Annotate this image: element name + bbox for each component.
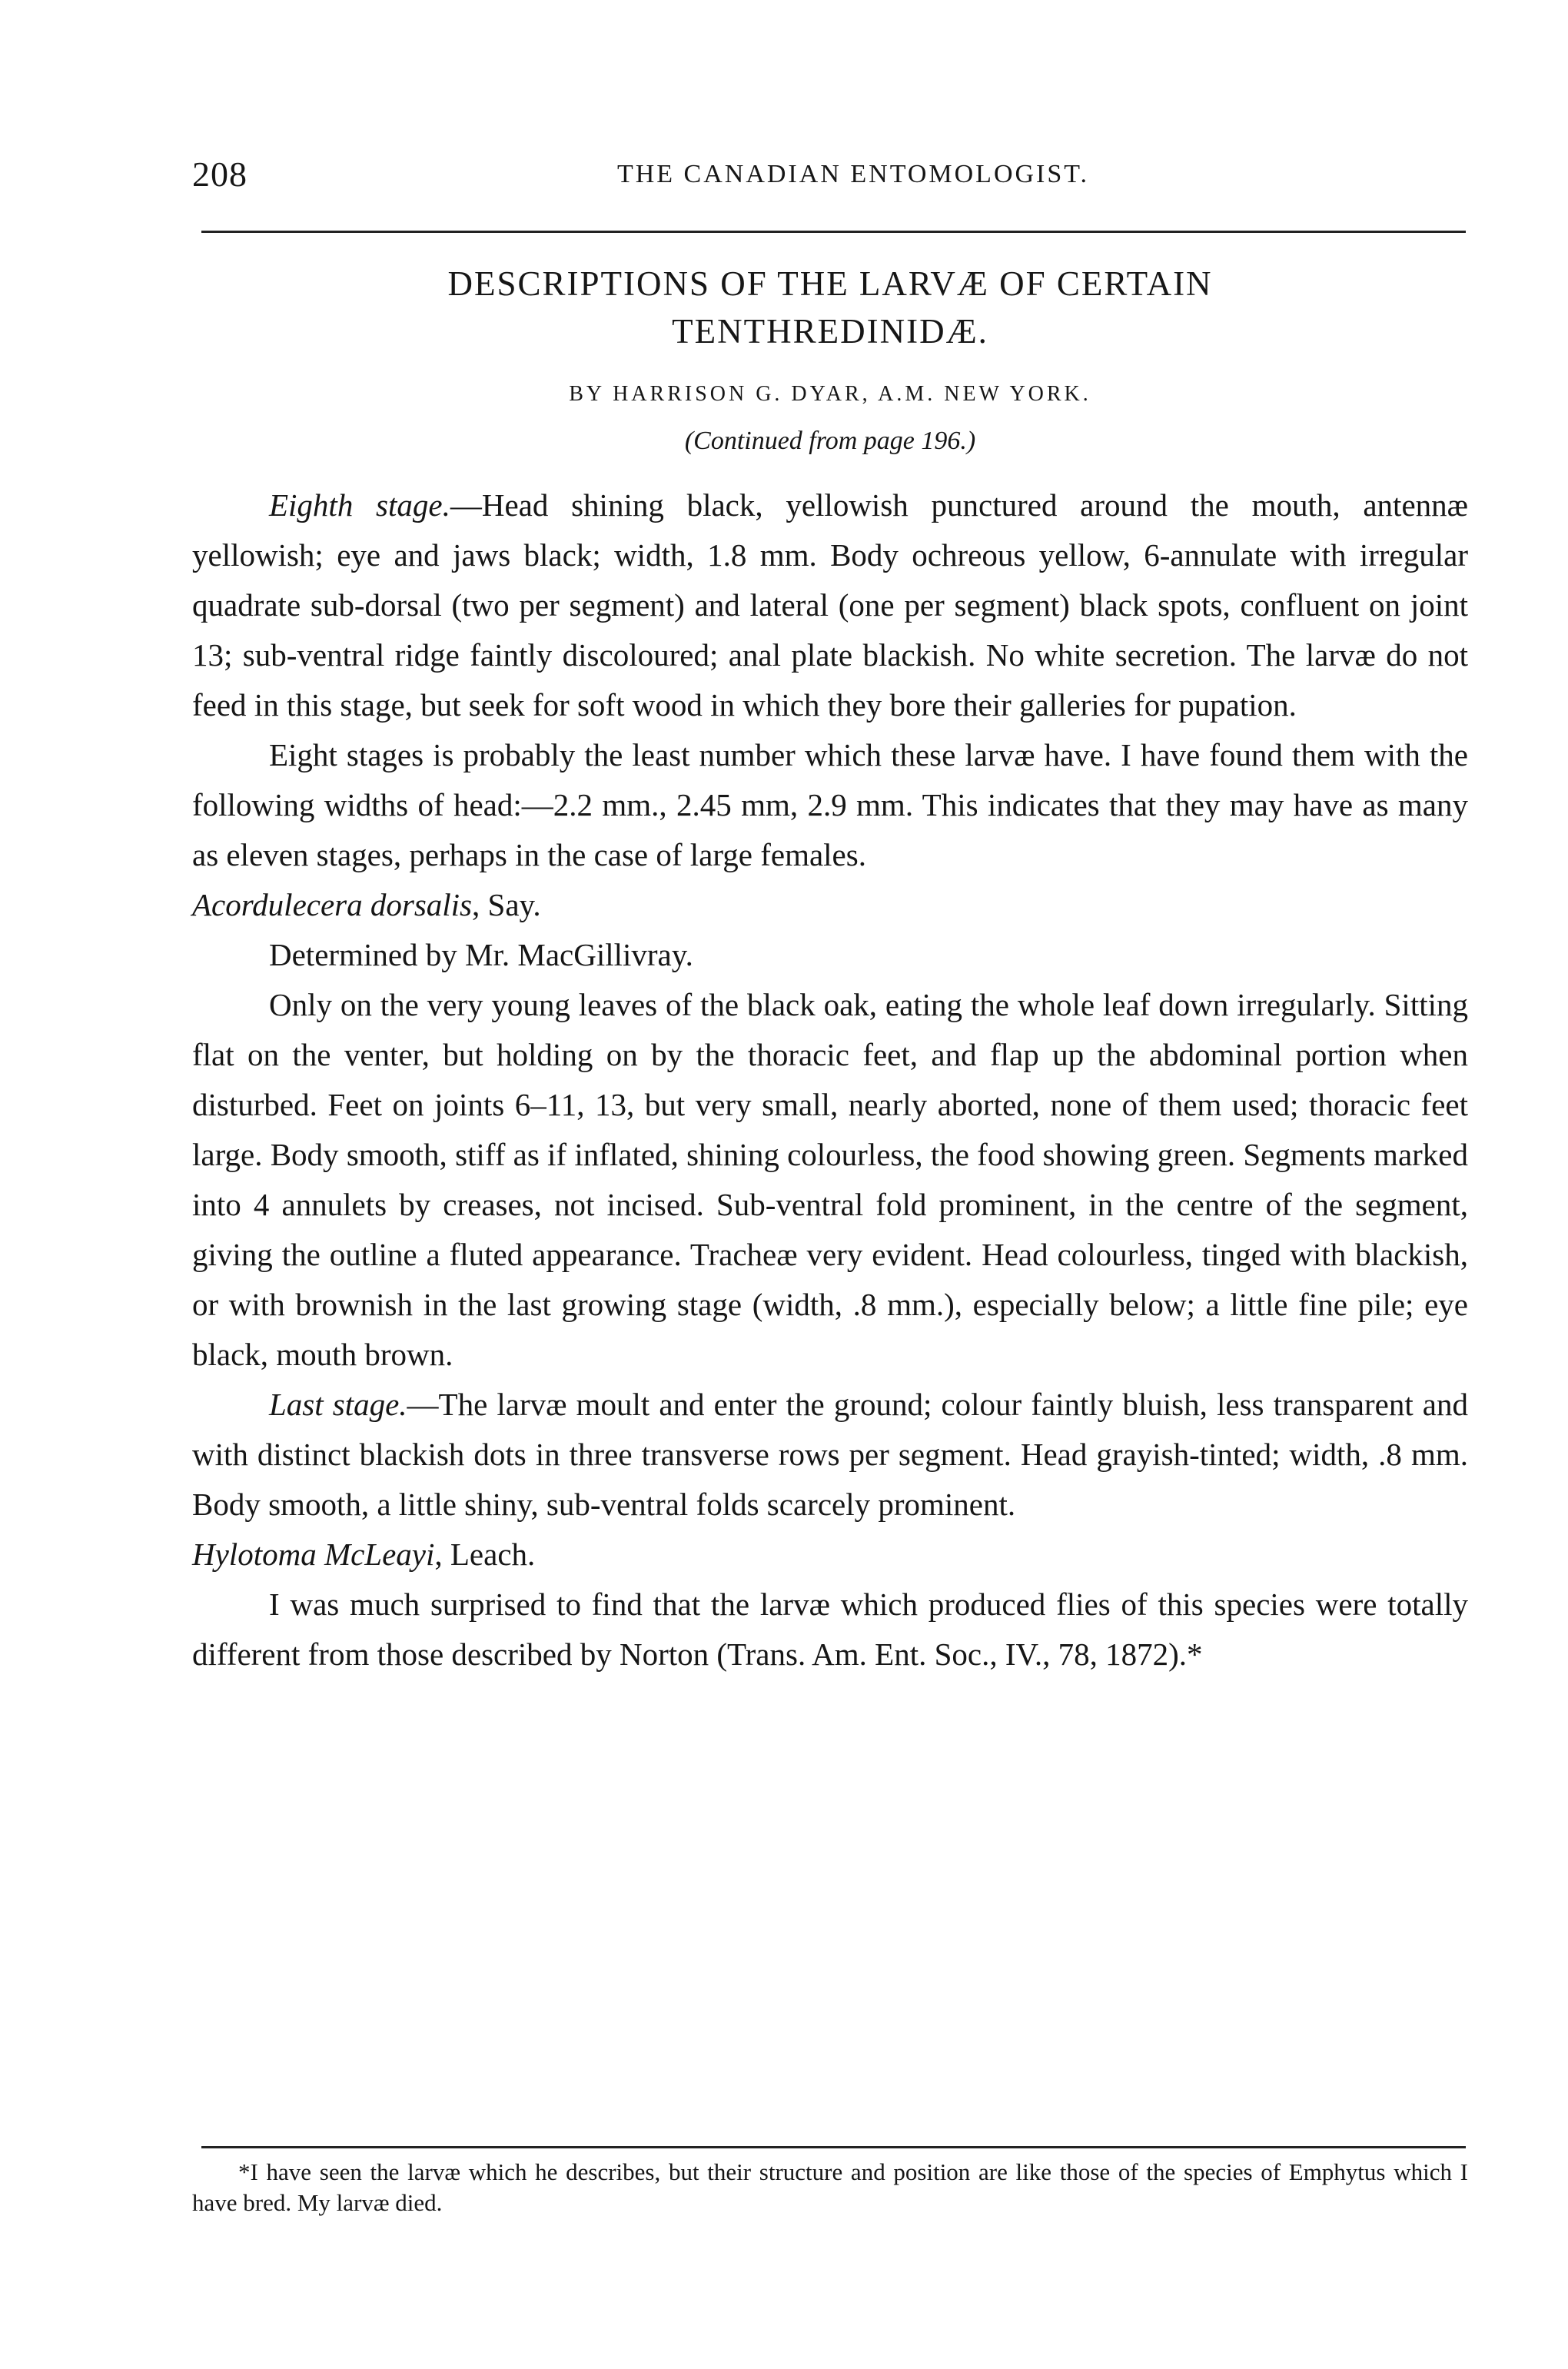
- footnote: [192, 2157, 1468, 2218]
- footnote-text: *I have seen the larvæ which he describes, but their structure and position are like those of the species of Emphytus which I have bred. My larvæ died.: [192, 2158, 1468, 2216]
- species-author: , Say.: [472, 887, 541, 922]
- journal-title: THE CANADIAN ENTOMOLOGIST.: [616, 160, 1090, 188]
- stage-heading: Eighth stage.: [269, 487, 450, 523]
- species-name: Acordulecera dorsalis: [192, 887, 473, 922]
- article-title: [192, 260, 1468, 355]
- species-heading-hylotoma: [192, 1530, 1468, 1580]
- article-body: [192, 480, 1468, 1680]
- paragraph-last-stage: [192, 1380, 1468, 1530]
- species-heading-acordulecera: [192, 880, 1468, 930]
- stage-heading: Last stage.: [269, 1387, 407, 1422]
- paragraph-text: —The larvæ moult and enter the ground; colour faintly bluish, less transparent and with distinct blackish dots in three transverse rows per segment. Head grayish-tinted; width, .8 mm. Body smooth, a little shiny, sub-ventral folds scarcely prominent.: [192, 1387, 1468, 1522]
- author-byline: BY HARRISON G. DYAR, A.M. NEW YORK.: [569, 382, 1091, 406]
- species-name: Hylotoma McLeayi: [192, 1537, 435, 1572]
- paragraph-eighth-stage: [192, 480, 1468, 730]
- paragraph-acordulecera-description: Only on the very young leaves of the black oak, eating the whole leaf down irregularly. Sitting flat on the venter, but holding on by the thoracic feet, and flap up the abdominal portion when disturbed. Feet on joints 6–11, 13, but very small, nearly aborted, none of them used; thoracic feet large. Body smooth, stiff as if inflated, shining colourless, the food showing green. Segments marked into 4 annulets by creases, not incised. Sub-ventral fold prominent, in the centre of the segment, giving the outline a fluted appearance. Tracheæ very evident. Head colourless, tinged with blackish, or with brownish in the last growing stage (width, .8 mm.), especially below; a little fine pile; eye black, mouth brown.: [192, 987, 1468, 1372]
- paragraph-stages-count: Eight stages is probably the least number which these larvæ have. I have found them with the following widths of head:—2.2 mm., 2.45 mm, 2.9 mm. This indicates that they may have as many as eleven stages, perhaps in the case of large females.: [192, 737, 1468, 872]
- article-title-line-1: DESCRIPTIONS OF THE LARVÆ OF CERTAIN: [447, 264, 1213, 303]
- article-title-line-2: TENTHREDINIDÆ.: [672, 312, 988, 351]
- header-rule: [201, 231, 1466, 233]
- species-author: , Leach.: [434, 1537, 536, 1572]
- journal-page: [192, 0, 1468, 2369]
- paragraph-determined-by: Determined by Mr. MacGillivray.: [269, 937, 693, 972]
- page-number: 208: [192, 154, 247, 194]
- paragraph-hylotoma: I was much surprised to find that the larvæ which produced flies of this species were totally different from those described by Norton (Trans. Am. Ent. Soc., IV., 78, 1872).*: [192, 1587, 1468, 1672]
- paragraph-text: —Head shining black, yellowish punctured around the mouth, antennæ yellowish; eye and jaws black; width, 1.8 mm. Body ochreous yellow, 6-annulate with irregular quadrate sub-dorsal (two per segment) and lateral (one per segment) black spots, confluent on joint 13; sub-ventral ridge faintly discoloured; anal plate blackish. No white secretion. The larvæ do not feed in this stage, but seek for soft wood in which they bore their galleries for pupation.: [192, 487, 1468, 723]
- continued-note: (Continued from page 196.): [684, 427, 976, 455]
- footnote-rule: [201, 2146, 1466, 2148]
- running-head: [192, 154, 1468, 200]
